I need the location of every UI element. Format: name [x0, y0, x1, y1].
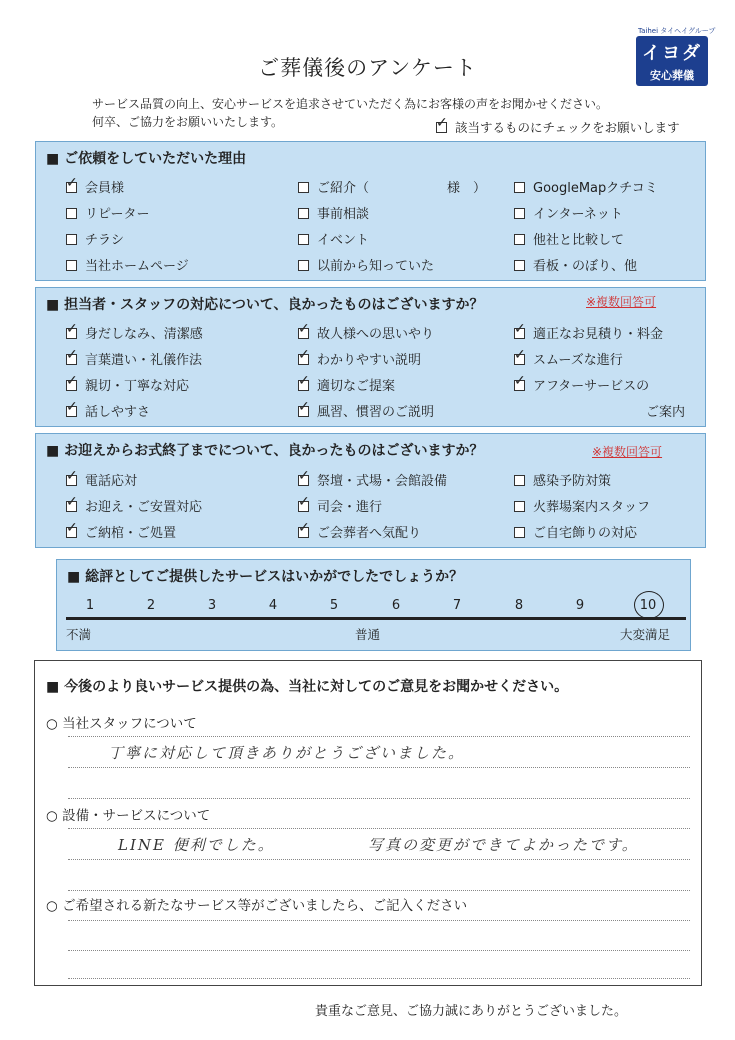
scale-1[interactable]: 1	[85, 598, 95, 613]
option-kindness[interactable]	[66, 375, 189, 394]
option-referral[interactable]	[298, 177, 486, 196]
opinion-title: ■ 今後のより良いサービス提供の為、当社に対してのご意見をお聞かせください。	[46, 679, 569, 695]
checkbox-icon[interactable]	[66, 475, 77, 486]
option-aftercare[interactable]	[514, 375, 649, 394]
option-altar[interactable]	[298, 470, 447, 489]
option-label: 適切なご提案	[317, 379, 396, 394]
option-label: 会員様	[85, 181, 125, 196]
scale-label-mid: 普通	[355, 627, 381, 642]
option-estimate[interactable]	[514, 323, 663, 342]
answer-facility-line[interactable]: LINE 便利でした。	[118, 836, 275, 854]
scale-line	[66, 617, 686, 620]
answer-staff[interactable]: 丁寧に対応して頂きありがとうございました。	[108, 744, 466, 762]
dotted-line	[68, 950, 690, 951]
option-easy-talk[interactable]	[66, 401, 150, 420]
logo-main-text: イヨダ	[642, 43, 702, 64]
option-label: 適正なお見積り・料金	[533, 327, 664, 342]
section-ceremony	[35, 433, 706, 548]
option-known-before[interactable]	[298, 255, 434, 274]
checkbox-icon[interactable]	[514, 380, 525, 391]
page-title: ご葬儀後のアンケート	[258, 56, 477, 80]
dotted-line	[68, 767, 690, 768]
checkbox-icon[interactable]	[66, 260, 77, 271]
scale-7[interactable]: 7	[452, 598, 462, 613]
checkbox-icon[interactable]	[514, 328, 525, 339]
option-appearance[interactable]	[66, 323, 203, 342]
checkbox-icon[interactable]	[298, 260, 309, 271]
scale-label-high: 大変満足	[620, 627, 671, 642]
option-phone[interactable]	[66, 470, 137, 489]
option-label: 事前相談	[317, 207, 370, 222]
checkbox-icon[interactable]	[298, 475, 309, 486]
checkbox-icon[interactable]	[66, 182, 77, 193]
option-label: お迎え・ご安置対応	[85, 500, 203, 515]
scale-2[interactable]: 2	[146, 598, 156, 613]
option-label: 祭壇・式場・会館設備	[317, 474, 448, 489]
option-label: 以前から知っていた	[317, 259, 435, 274]
option-explanation[interactable]	[298, 349, 421, 368]
option-label: 他社と比較して	[533, 233, 625, 248]
option-internet[interactable]	[514, 203, 623, 222]
check-hint	[436, 118, 680, 136]
hint-checkbox-icon	[436, 122, 447, 133]
scale-8[interactable]: 8	[514, 598, 524, 613]
checkbox-icon[interactable]	[66, 406, 77, 417]
option-event[interactable]	[298, 229, 369, 248]
scale-9[interactable]: 9	[575, 598, 585, 613]
option-label: ご紹介（ 様 ）	[317, 181, 487, 196]
option-repeater[interactable]	[66, 203, 149, 222]
option-encoffin[interactable]	[66, 522, 176, 541]
checkbox-icon[interactable]	[298, 406, 309, 417]
intro-line-1: サービス品質の向上、安心サービスを追求させていただく為にお客様の声をお聞かせください。	[92, 97, 609, 111]
option-label: 故人様への思いやり	[317, 327, 435, 342]
dotted-line	[68, 736, 690, 737]
option-label: 話しやすさ	[85, 405, 151, 420]
checkbox-icon[interactable]	[514, 182, 525, 193]
checkbox-icon[interactable]	[298, 527, 309, 538]
checkbox-icon[interactable]	[514, 475, 525, 486]
option-member[interactable]	[66, 177, 124, 196]
option-label: 司会・進行	[317, 500, 383, 515]
option-googlemap[interactable]	[514, 177, 658, 196]
checkbox-icon[interactable]	[298, 354, 309, 365]
checkbox-icon[interactable]	[66, 501, 77, 512]
section-overall-title-text: 総評としてご提供したサービスはいかがでしたでしょうか？	[85, 569, 464, 585]
intro-line-2: 何卒、ご協力をお願いいたします。	[92, 115, 284, 129]
question-staff: ○ 当社スタッフについて	[46, 716, 197, 732]
dotted-line	[68, 890, 690, 891]
option-label: イベント	[317, 233, 370, 248]
option-label: 当社ホームページ	[85, 259, 189, 274]
section-overall-title: ■ 総評としてご提供したサービスはいかがでしたでしょうか？	[67, 569, 464, 585]
question-new-service: ○ ご希望される新たなサービス等がございましたら、ご記入ください	[46, 898, 468, 914]
dotted-line	[68, 978, 690, 979]
section-staff-title: ■ 担当者・スタッフの対応について、良かったものはございますか？	[46, 297, 484, 313]
option-label: 親切・丁寧な対応	[85, 379, 190, 394]
checkbox-icon[interactable]	[514, 234, 525, 245]
option-label: アフターサービスの	[533, 379, 650, 394]
option-label: スムーズな進行	[533, 353, 623, 368]
option-emcee[interactable]	[298, 496, 382, 515]
scale-10[interactable]: 10	[639, 598, 657, 613]
scale-6[interactable]: 6	[391, 598, 401, 613]
option-homepage[interactable]	[66, 255, 189, 274]
option-proposal[interactable]	[298, 375, 395, 394]
section-ceremony-title: ■ お迎えからお式終了までについて、良かったものはございますか？	[46, 443, 484, 459]
checkbox-icon[interactable]	[66, 380, 77, 391]
dotted-line	[68, 920, 690, 921]
section-staff-title-text: 担当者・スタッフの対応について、良かったものはございますか？	[64, 297, 484, 313]
section-reason	[35, 141, 706, 281]
option-pickup[interactable]	[66, 496, 202, 515]
footer-thanks: 貴重なご意見、ご協力誠にありがとうございました。	[315, 1004, 628, 1019]
section-ceremony-title-text: お迎えからお式終了までについて、良かったものはございますか？	[64, 443, 484, 459]
scale-label-low: 不満	[66, 627, 92, 642]
checkbox-icon[interactable]	[514, 260, 525, 271]
section-staff	[35, 287, 706, 427]
checkbox-icon[interactable]	[298, 501, 309, 512]
option-label: 風習、慣習のご説明	[317, 405, 435, 420]
option-label: ご自宅飾りの対応	[533, 526, 638, 541]
option-customs[interactable]	[298, 401, 434, 420]
option-aftercare-cont: ご案内	[646, 405, 686, 420]
option-home-decor[interactable]	[514, 522, 637, 541]
dotted-line	[68, 828, 690, 829]
option-manners[interactable]	[66, 349, 202, 368]
checkbox-icon[interactable]	[514, 354, 525, 365]
option-compare[interactable]	[514, 229, 624, 248]
checkbox-icon[interactable]	[298, 182, 309, 193]
checkbox-icon[interactable]	[298, 380, 309, 391]
option-label: 看板・のぼり、他	[533, 259, 638, 274]
scale-5[interactable]: 5	[329, 598, 339, 613]
option-flyer[interactable]	[66, 229, 124, 248]
checkbox-icon[interactable]	[298, 208, 309, 219]
option-label: リピーター	[85, 207, 150, 222]
section-reason-title: ■ ご依頼をしていただいた理由	[46, 151, 247, 167]
checkbox-icon[interactable]	[66, 354, 77, 365]
option-label: わかりやすい説明	[317, 353, 422, 368]
checkbox-icon[interactable]	[66, 527, 77, 538]
dotted-line	[68, 798, 690, 799]
scale-4[interactable]: 4	[268, 598, 278, 613]
checkbox-icon[interactable]	[514, 208, 525, 219]
checkbox-icon[interactable]	[66, 234, 77, 245]
option-label: 火葬場案内スタッフ	[533, 500, 651, 515]
logo-sub-text: 安心葬儀	[650, 69, 694, 82]
multi-answer-note: ※複数回答可	[592, 445, 663, 459]
hint-text: 該当するものにチェックをお願いします	[455, 120, 680, 135]
question-facility: ○ 設備・サービスについて	[46, 808, 211, 824]
option-signboard[interactable]	[514, 255, 637, 274]
option-label: 言葉遣い・礼儀作法	[85, 353, 203, 368]
option-infection[interactable]	[514, 470, 611, 489]
option-label: チラシ	[85, 233, 125, 248]
option-smooth[interactable]	[514, 349, 623, 368]
option-crematory[interactable]	[514, 496, 650, 515]
opinion-title-text: 今後のより良いサービス提供の為、当社に対してのご意見をお聞かせください。	[64, 679, 569, 695]
option-label: ご会葬者へ気配り	[317, 526, 422, 541]
option-label: インターネット	[533, 207, 623, 222]
option-label: GoogleMapクチコミ	[533, 181, 658, 196]
selected-rating-circle	[634, 591, 664, 619]
checkbox-icon[interactable]	[66, 328, 77, 339]
option-compassion[interactable]	[298, 323, 434, 342]
option-consultation[interactable]	[298, 203, 369, 222]
option-label: 感染予防対策	[533, 474, 612, 489]
option-label: 電話応対	[85, 474, 138, 489]
dotted-line	[68, 859, 690, 860]
option-label: 身だしなみ、清潔感	[85, 327, 203, 342]
option-attendees[interactable]	[298, 522, 421, 541]
answer-facility-photo[interactable]: 写真の変更ができてよかったです。	[368, 836, 639, 854]
checkbox-icon[interactable]	[514, 501, 525, 512]
checkbox-icon[interactable]	[514, 527, 525, 538]
scale-3[interactable]: 3	[207, 598, 217, 613]
checkbox-icon[interactable]	[298, 234, 309, 245]
option-label: ご納棺・ご処置	[85, 526, 177, 541]
section-reason-title-text: ご依頼をしていただいた理由	[64, 151, 247, 167]
checkbox-icon[interactable]	[66, 208, 77, 219]
checkbox-icon[interactable]	[298, 328, 309, 339]
multi-answer-note: ※複数回答可	[586, 295, 657, 309]
logo-company-small: Taihei タイヘイグループ	[638, 27, 716, 35]
